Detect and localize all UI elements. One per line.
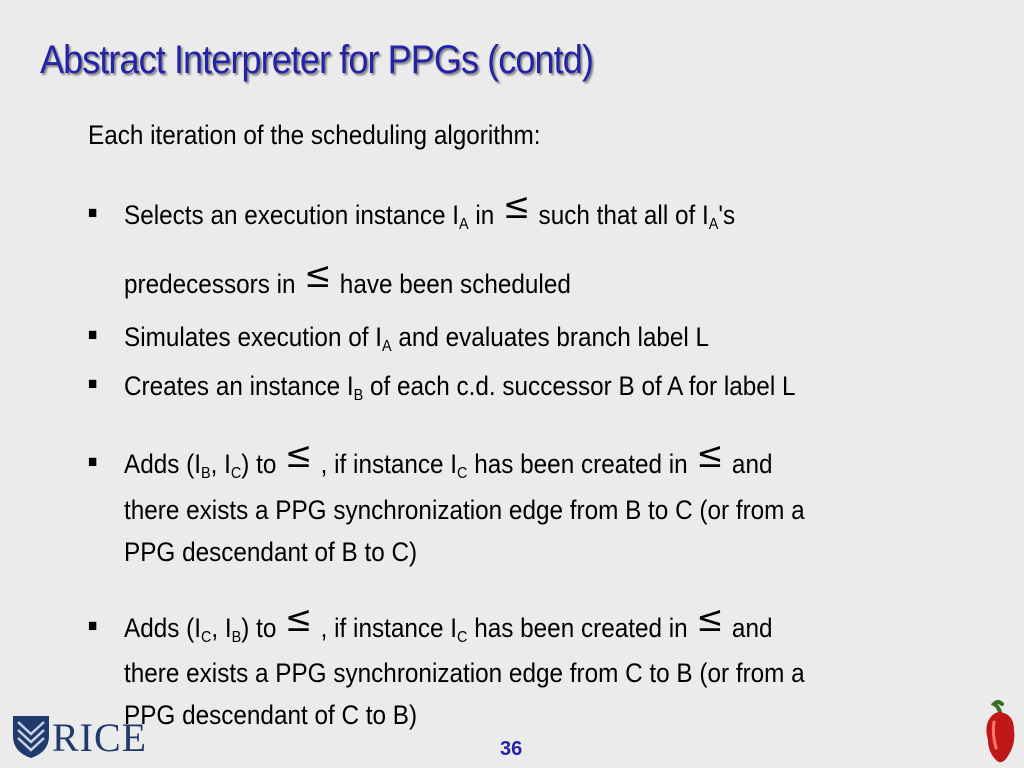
subscript: B xyxy=(231,629,242,646)
subscript: C xyxy=(457,465,468,482)
subscript: C xyxy=(200,629,212,646)
bullet-5-line-1: ■ Adds ($I_C$, $I_B$) to ≤ , if instance $I_C$ has been created in ≤ and xyxy=(88,599,773,646)
text: PPG descendant of C to B) xyxy=(124,700,418,730)
text: and xyxy=(725,449,773,479)
bullet-marker: ■ xyxy=(88,202,98,222)
text: PPG descendant of B to C) xyxy=(124,537,418,567)
text: and xyxy=(725,613,773,643)
bullet-4-line-2 xyxy=(88,488,898,532)
bullet-marker: ■ xyxy=(88,373,98,393)
text: have been scheduled xyxy=(333,269,571,299)
text: Adds (I xyxy=(124,449,201,479)
text: 's xyxy=(718,200,736,230)
text: has been created in xyxy=(467,449,695,479)
subscript: A xyxy=(459,216,469,233)
text: there exists a PPG synchronization edge from C to B (or from a xyxy=(124,658,805,688)
text: predecessors in xyxy=(124,269,303,299)
bullet-4-line-1: ■ Adds ($I_B$, $I_C$) to ≤ , if instance $I_C$ has been created in ≤ and xyxy=(88,435,773,482)
rice-logo-text: RICE xyxy=(52,715,148,760)
subscript: B xyxy=(353,387,364,404)
text: such that all of I xyxy=(531,200,709,230)
slide-title: Abstract Interpreter for PPGs (contd) xyxy=(40,38,593,82)
rice-shield-icon xyxy=(10,712,52,760)
subscript: B xyxy=(200,465,211,482)
text: , if instance I xyxy=(313,449,458,479)
text: there exists a PPG synchronization edge from B to C (or from a xyxy=(124,495,805,525)
text: Simulates execution of I xyxy=(124,322,382,352)
bullet-marker: ■ xyxy=(88,615,98,635)
text: , I xyxy=(210,449,231,479)
text: of each c.d. successor B of A for label L xyxy=(363,371,796,401)
text: ) to xyxy=(241,449,284,479)
text: Creates an instance I xyxy=(124,371,354,401)
bullet-3 xyxy=(88,364,898,410)
bullet-1-line-1: ■ Selects an execution instance $I_A$ in ≤ such that all of $I_A's$ xyxy=(88,186,736,233)
subscript: A xyxy=(381,338,392,355)
bullet-5-line-2 xyxy=(88,651,898,695)
bullet-2 xyxy=(88,315,898,361)
bullet-marker: ■ xyxy=(88,451,98,471)
text: , I xyxy=(211,613,232,643)
bullet-4-line-3 xyxy=(88,530,898,574)
subscript: C xyxy=(230,465,242,482)
bullet-1-line-2: predecessors in ≤ have been scheduled xyxy=(124,255,571,299)
text: Adds (I xyxy=(124,613,201,643)
chili-pepper-icon xyxy=(978,700,1020,768)
subscript: C xyxy=(457,629,468,646)
page-number: 36 xyxy=(500,738,523,760)
text: , if instance I xyxy=(313,613,458,643)
text: in xyxy=(468,200,502,230)
intro-text: Each iteration of the scheduling algorithm: xyxy=(88,120,541,150)
text: and evaluates branch label L xyxy=(391,322,710,352)
text: ) to xyxy=(241,613,284,643)
subscript: A xyxy=(708,216,719,233)
text: has been created in xyxy=(467,613,695,643)
text: Selects an execution instance I xyxy=(124,200,460,230)
bullet-5-line-3 xyxy=(88,693,898,737)
bullet-marker: ■ xyxy=(88,324,98,344)
